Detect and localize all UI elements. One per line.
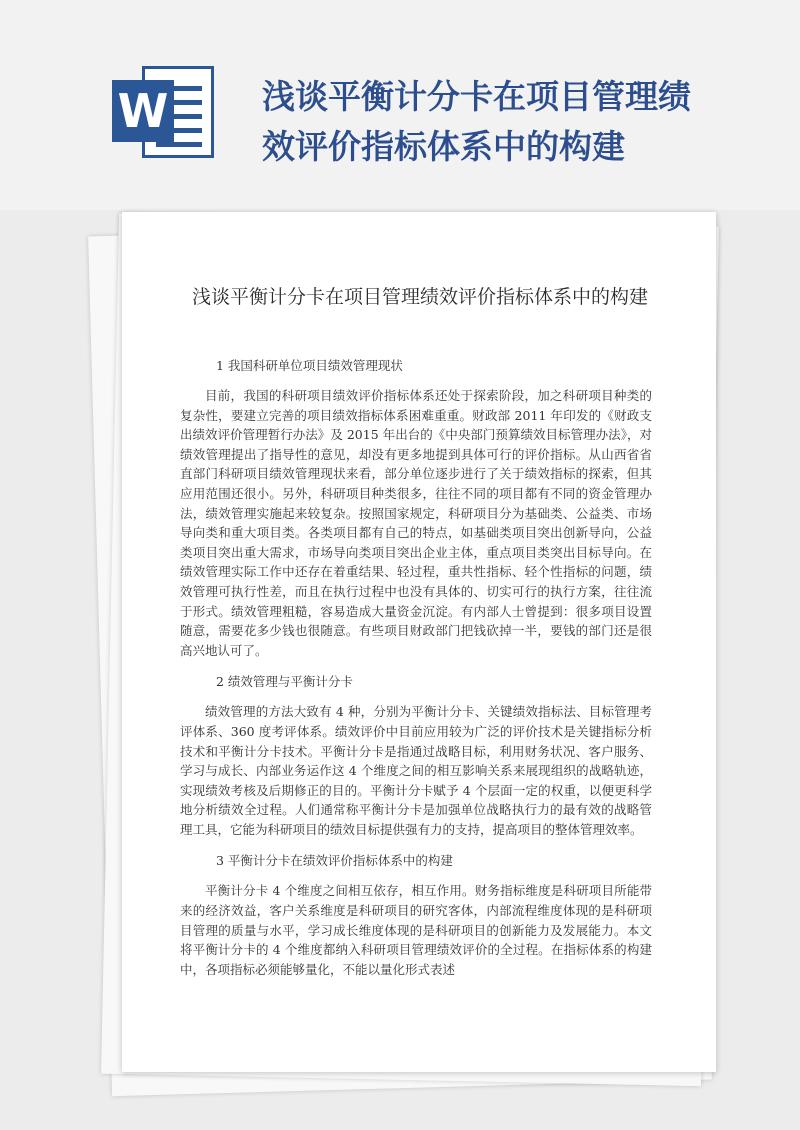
word-badge-letter: W	[112, 80, 174, 142]
section-paragraph: 平衡计分卡 4 个维度之间相互依存，相互作用。财务指标维度是科研项目所能带来的经济效益，客户关系维度是科研项目的研究客体，内部流程维度体现的是科研项目管理的质量与水平，学习成长维度体现的是科研项目的创新能力及发展能力。本文将平衡计分卡的 4 个维度都纳入科研项目管理绩效评价的全过程。在指标体系的构建中，各项指标必须能够量化，不能以量化形式表述	[180, 883, 652, 977]
banner-title: 浅谈平衡计分卡在项目管理绩效评价指标体系中的构建	[262, 77, 691, 166]
text-line-shape	[156, 142, 202, 147]
section-heading: 1 我国科研单位项目绩效管理现状	[216, 358, 403, 373]
document-page	[122, 212, 716, 1072]
section-paragraph: 目前，我国的科研项目绩效评价指标体系还处于探索阶段，加之科研项目种类的复杂性，要建立完善的项目绩效指标体系困难重重。财政部 2011 年印发的《财政支出绩效评价管理暂行办法》及 2015 年出台的《中央部门预算绩效目标管理办法》，对绩效管理提出了指导性的意见，却没有更多地提到具体可行的评价指标。从山西省省直部门科研项目绩效管理现状来看，部分单位逐步进行了关于绩效指标的探索，但其应用范围还很小。另外，科研项目种类很多，往往不同的项目都有不同的资金管理办法，绩效管理实施起来较复杂。按照国家规定，科研项目分为基础类、公益类、市场导向类和重大项目类。各类项目都有自己的特点，如基础类项目突出创新导向，公益类项目突出重大需求，市场导向类项目突出企业主体，重点项目类突出目标导向。在绩效管理实际工作中还存在着重结果、轻过程，重共性指标、轻个性指标的问题，绩效管理可执行性差，而且在执行过程中也没有具体的、切实可行的执行方案，往往流于形式。绩效管理粗糙，容易造成大量资金沉淀。有内部人士曾提到：很多项目设置随意，需要花多少钱也很随意。有些项目财政部门把钱砍掉一半，要钱的部门还是很高兴地认可了。	[180, 388, 652, 658]
header-banner	[0, 0, 800, 210]
document-body	[180, 356, 652, 991]
section-paragraph: 绩效管理的方法大致有 4 种，分别为平衡计分卡、关键绩效指标法、目标管理考评体系、360 度考评体系。绩效评价中目前应用较为广泛的评价技术是关键指标分析技术和平衡计分卡技术。平衡计分卡是指通过战略目标，利用财务状况、客户服务、学习与成长、内部业务运作这 4 个维度之间的相互影响关系来展现组织的战略轨迹，实现绩效考核及后期修正的目的。平衡计分卡赋予 4 个层面一定的权重，以便更科学地分析绩效全过程。人们通常称平衡计分卡是加强单位战略执行力的最有效的战略管理工具，它能为科研项目的绩效目标提供强有力的支持，提高项目的整体管理效率。	[180, 704, 652, 837]
word-document-icon	[112, 62, 216, 162]
document-title: 浅谈平衡计分卡在项目管理绩效评价指标体系中的构建	[192, 286, 649, 308]
section-heading: 3 平衡计分卡在绩效评价指标体系中的构建	[216, 853, 453, 869]
section-heading: 2 绩效管理与平衡计分卡	[216, 674, 353, 690]
